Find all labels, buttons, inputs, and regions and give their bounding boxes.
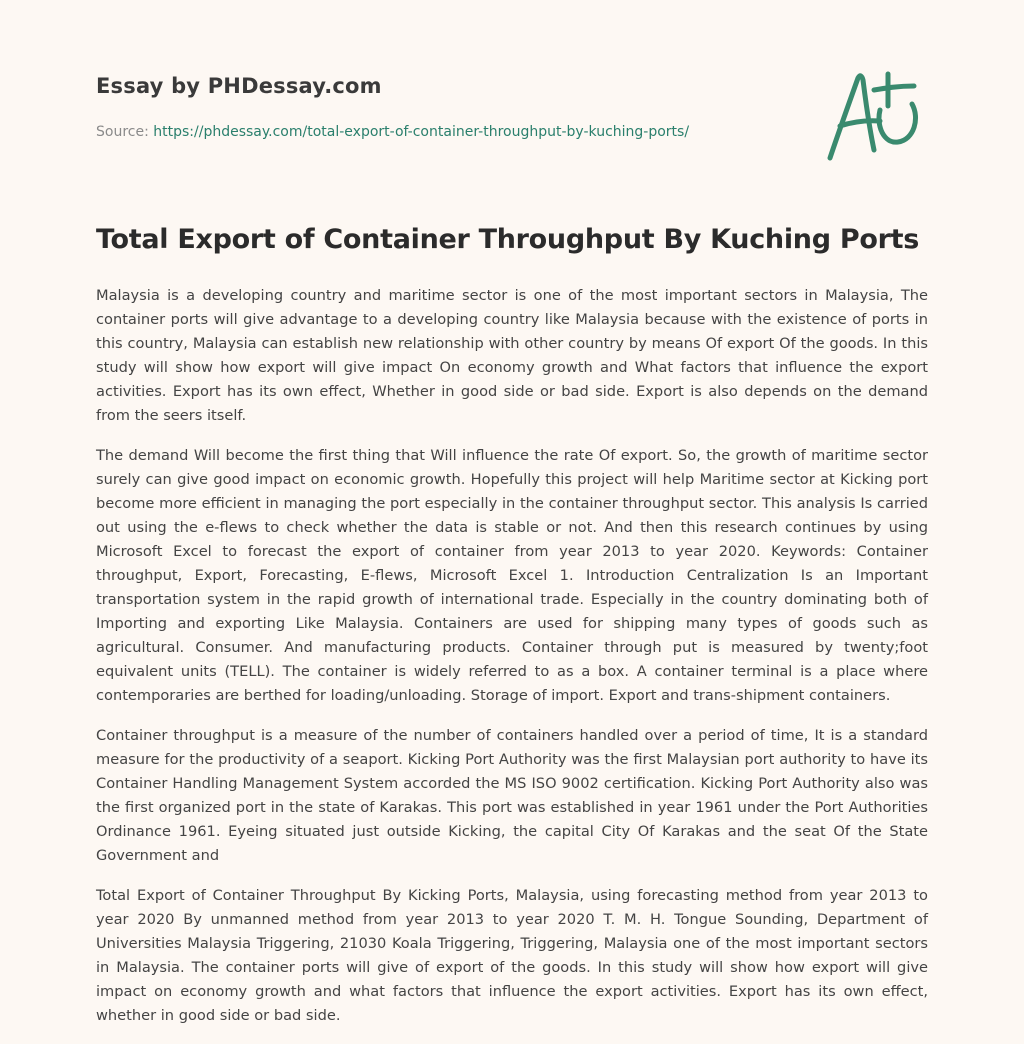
article-title: Total Export of Container Throughput By Kuching Ports — [96, 224, 919, 255]
a-plus-logo — [822, 64, 926, 164]
article-body — [96, 284, 928, 1044]
source-link[interactable]: https://phdessay.com/total-export-of-container-throughput-by-kuching-ports/ — [153, 124, 690, 140]
site-header — [96, 74, 796, 140]
source-line — [96, 124, 796, 140]
a-plus-logo-icon — [822, 64, 926, 164]
source-label: Source: — [96, 124, 154, 140]
article-paragraph: Total Export of Container Throughput By Kicking Ports, Malaysia, using forecasting method from year 2013 to year 2020 By unmanned method from year 2013 to year 2020 T. M. H. Tongue Sounding, Department of Universities Malaysia Triggering, 21030 Koala Triggering, Triggering, Malaysia one of the most important sectors in Malaysia. The container ports will give of export of the goods. In this study will show how export will give impact on economy growth and what factors that influence the export activities. Export has its own effect, whether in good side or bad side. — [96, 887, 928, 1024]
article-paragraph: Container throughput is a measure of the number of containers handled over a period of time, It is a standard measure for the productivity of a seaport. Kicking Port Authority was the first Malaysian port authority to have its Container Handling Management System accorded the MS ISO 9002 certification. Kicking Port Authority also was the first organized port in the state of Karakas. This port was established in year 1961 under the Port Authorities Ordinance 1961. Eyeing situated just outside Kicking, the capital City Of Karakas and the seat Of the State Government and — [96, 727, 928, 864]
site-title: Essay by PHDessay.com — [96, 74, 382, 98]
article-paragraph: The demand Will become the first thing that Will influence the rate Of export. So, the growth of maritime sector surely can give good impact on economic growth. Hopefully this project will help Maritime sector at Kicking port become more efficient in managing the port especially in the container throughput sector. This analysis Is carried out using the e-flews to check whether the data is stable or not. And then this research continues by using Microsoft Excel to forecast the export of container from year 2013 to year 2020. Keywords: Container throughput, Export, Forecasting, E-flews, Microsoft Excel 1. Introduction Centralization Is an Important transportation system in the rapid growth of international trade. Especially in the country dominating both of Importing and exporting Like Malaysia. Containers are used for shipping many types of goods such as agricultural. Consumer. And manufacturing products. Container through put is measured by twenty;foot equivalent units (TELL). The container is widely referred to as a box. A container terminal is a place where contemporaries are berthed for loading/unloading. Storage of import. Export and trans-shipment containers. — [96, 447, 928, 704]
article-paragraph: Malaysia is a developing country and maritime sector is one of the most important sectors in Malaysia, The container ports will give advantage to a developing country like Malaysia because with the existence of ports in this country, Malaysia can establish new relationship with other country by means Of export Of the goods. In this study will show how export will give impact On economy growth and What factors that influence the export activities. Export has its own effect, Whether in good side or bad side. Export is also depends on the demand from the seers itself. — [96, 287, 928, 424]
